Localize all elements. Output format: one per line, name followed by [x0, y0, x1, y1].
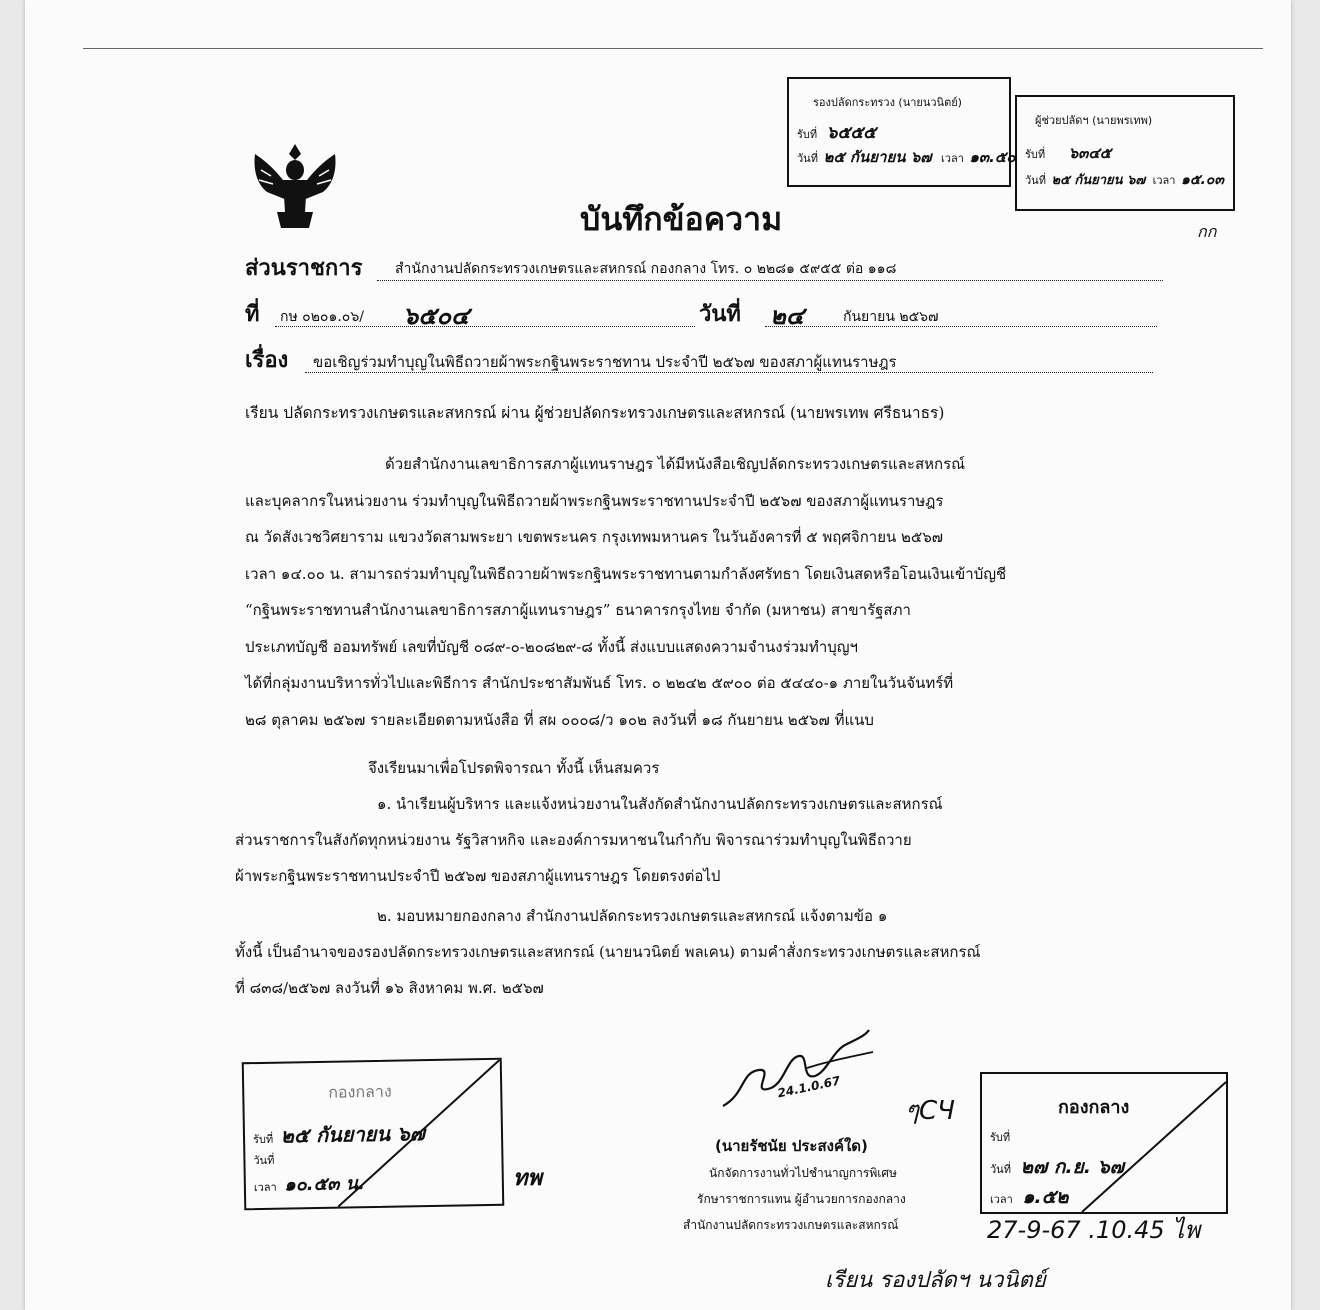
- paragraph-line: เวลา ๑๔.๐๐ น. สามารถร่วมทำบุญในพิธีถวายผ้าพระกฐินพระราชทานตามกำลังศรัทธา โดยเงินสดหรือโอนเงินเข้าบัญชี: [245, 564, 1007, 583]
- stamp-time-value: ๑๓.๕๐: [969, 148, 1016, 166]
- stamp-time-value: ๑๕.๐๓: [1180, 172, 1224, 188]
- receive-stamp-assistant: [1015, 95, 1235, 211]
- agency-label: ส่วนราชการ: [245, 255, 363, 281]
- stamp-side-mark: ทพ: [513, 1166, 543, 1191]
- stamp-title: ผู้ช่วยปลัดฯ (นายพรเทพ): [1035, 114, 1153, 127]
- stamp-date-row: [1025, 169, 1224, 191]
- stamp-time-value: ๑๐.๕๓ น.: [284, 1173, 366, 1196]
- stamp-date-label: วันที่: [990, 1163, 1011, 1176]
- stamp-recv-row: [253, 1117, 425, 1152]
- stamp-recv-value: ๒๕ กันยายน ๖๗: [280, 1121, 425, 1148]
- signature-date: 24.1.0.67: [776, 1073, 842, 1101]
- paragraph-line: ด้วยสำนักงานเลขาธิการสภาผู้แทนราษฎร ได้มีหนังสือเชิญปลัดกระทรวงเกษตรและสหกรณ์: [385, 455, 966, 473]
- doc-no-handwritten: ๖๕๐๔: [403, 302, 470, 330]
- signature-code: ๆCЧ: [905, 1096, 955, 1126]
- stamp-time-label: เวลา: [253, 1180, 277, 1195]
- item-line: ๒. มอบหมายกองกลาง สำนักงานปลัดกระทรวงเกษตรและสหกรณ์ แจ้งตามข้อ ๑: [377, 907, 888, 925]
- stamp-title: กองกลาง: [328, 1081, 392, 1102]
- receive-stamp-deputy: [787, 77, 1016, 187]
- paragraph-line: ณ วัดสังเวชวิศยาราม แขวงวัดสามพระยา เขตพระนคร กรุงเทพมหานคร ในวันอังคารที่ ๕ พฤศจิกายน ๒๕๖๗: [245, 528, 944, 546]
- date-underline: [765, 326, 1157, 327]
- signer-position-line: รักษาราชการแทน ผู้อำนวยการกองกลาง: [697, 1192, 906, 1206]
- date-month-year: กันยายน ๒๕๖๗: [843, 309, 939, 325]
- date-day: ๒๔: [770, 302, 804, 330]
- paragraph-line: “กฐินพระราชทานสำนักงานเลขาธิการสภาผู้แทนราษฎร” ธนาคารกรุงไทย จำกัด (มหาชน) สาขารัฐสภา: [245, 601, 911, 619]
- receive-stamp-central-right: [980, 1072, 1228, 1214]
- agency-text: สำนักงานปลัดกระทรวงเกษตรและสหกรณ์ กองกลาง โทร. ๐ ๒๒๘๑ ๕๙๕๕ ต่อ ๑๑๘: [395, 261, 897, 277]
- signature-scribble-icon: [715, 1022, 875, 1122]
- item-line: ที่ ๘๓๘/๒๕๖๗ ลงวันที่ ๑๖ สิงหาคม พ.ศ. ๒๕๖๗: [235, 979, 544, 997]
- item-line: ส่วนราชการในสังกัดทุกหน่วยงาน รัฐวิสาหกิจ และองค์การมหาชนในกำกับ พิจารณาร่วมทำบุญในพิธีถวาย: [235, 831, 912, 849]
- garuda-emblem-icon: [247, 140, 343, 232]
- subject-text: ขอเชิญร่วมทำบุญในพิธีถวายผ้าพระกฐินพระราชทาน ประจำปี ๒๕๖๗ ของสภาผู้แทนราษฎร: [313, 353, 897, 371]
- paragraph-line: ได้ที่กลุ่มงานบริหารทั่วไปและพิธีการ สำนักประชาสัมพันธ์ โทร. ๐ ๒๒๔๒ ๕๙๐๐ ต่อ ๕๔๔๐-๑ ภายในวันจันทร์ที่: [245, 674, 954, 692]
- stamp-recv-label: รับที่: [797, 128, 818, 141]
- stamp-time-value: ๑.๕๒: [1022, 1186, 1069, 1208]
- salutation: เรียน ปลัดกระทรวงเกษตรและสหกรณ์ ผ่าน ผู้ช่วยปลัดกระทรวงเกษตรและสหกรณ์ (นายพรเทพ ศรีธนาธร): [245, 404, 945, 422]
- stamp-date-row: [990, 1152, 1124, 1182]
- receive-stamp-central-left: [242, 1058, 505, 1211]
- stamp-recv-label: รับที่: [1025, 148, 1046, 161]
- stamp-date-label: วันที่: [797, 152, 818, 165]
- stamp-date-row: [253, 1148, 274, 1169]
- subject-label: เรื่อง: [245, 347, 289, 373]
- paragraph-2: จึงเรียนมาเพื่อโปรดพิจารณา ทั้งนี้ เห็นสมควร: [368, 759, 660, 777]
- stamp-date-value: ๒๕ กันยายน ๖๗: [823, 148, 932, 166]
- item-line: ๑. นำเรียนผู้บริหาร และแจ้งหน่วยงานในสังกัดสำนักงานปลัดกระทรวงเกษตรและสหกรณ์: [377, 795, 943, 813]
- stamp-date-row: [797, 145, 1015, 169]
- item-line: ผ้าพระกฐินพระราชทานประจำปี ๒๕๖๗ ของสภาผู้แทนราษฎร โดยตรงต่อไป: [235, 867, 721, 885]
- stamp-recv-row: [990, 1128, 1010, 1146]
- memo-page: [25, 0, 1291, 1310]
- stamp-date-label: วันที่: [1025, 174, 1046, 187]
- stamp-recv-label: รับที่: [252, 1132, 274, 1147]
- paragraph-1: [245, 446, 1155, 738]
- agency-underline: [377, 280, 1163, 281]
- signer-name: (นายรัชนัย ประสงค์ใด): [715, 1137, 868, 1155]
- stamp-time-label: เวลา: [1152, 174, 1176, 187]
- paragraph-line: และบุคลากรในหน่วยงาน ร่วมทำบุญในพิธีถวายผ้าพระกฐินพระราชทานประจำปี ๒๕๖๗ ของสภาผู้แทนราษฎร: [245, 491, 944, 510]
- stamp-recv-value: ๒๗ ก.ย. ๖๗: [1020, 1156, 1124, 1178]
- stamp-recv-label: รับที่: [990, 1131, 1011, 1144]
- signer-position-line: สำนักงานปลัดกระทรวงเกษตรและสหกรณ์: [683, 1218, 899, 1232]
- scan-top-edge: [83, 48, 1263, 49]
- stamp-time-row: [254, 1168, 365, 1199]
- stamp-date-value: ๒๕ กันยายน ๖๗: [1051, 173, 1146, 188]
- memo-title: บันทึกข้อความ: [580, 200, 783, 238]
- item-line: ทั้งนี้ เป็นอำนาจของรองปลัดกระทรวงเกษตรและสหกรณ์ (นายนวนิตย์ พลเคน) ตามคำสั่งกระทรวงเกษตรและสหกรณ์: [235, 943, 981, 961]
- stamp-time-label: เวลา: [941, 152, 964, 165]
- stamp-recv-row: [797, 119, 876, 146]
- stamp-title: กองกลาง: [1058, 1097, 1130, 1118]
- stamp-time-label: เวลา: [990, 1193, 1013, 1206]
- item-1: [235, 786, 1155, 894]
- doc-no-label: ที่: [245, 301, 260, 327]
- doc-no-text: กษ ๐๒๐๑.๐๖/: [280, 309, 364, 325]
- stamp-time-row: [990, 1182, 1069, 1212]
- stamp-recv-value: ๖๕๕๕: [826, 123, 877, 143]
- date-label: วันที่: [699, 301, 741, 327]
- stamp-recv-value: ๖๓๔๕: [1068, 144, 1112, 162]
- signer-position-line: นักจัดการงานทั่วไปชำนาญการพิเศษ: [709, 1166, 897, 1180]
- corner-mark: กก: [1197, 222, 1217, 241]
- handwritten-datetime: 27-9-67 .10.45 ไพ: [987, 1216, 1201, 1244]
- stamp-recv-row: [1025, 141, 1111, 165]
- paragraph-line: ๒๘ ตุลาคม ๒๕๖๗ รายละเอียดตามหนังสือ ที่ สผ ๐๐๐๘/ว ๑๐๒ ลงวันที่ ๑๘ กันยายน ๒๕๖๗ ที่แนบ: [245, 710, 874, 729]
- paragraph-line: ประเภทบัญชี ออมทรัพย์ เลขที่บัญชี ๐๘๙-๐-๒๐๘๒๙-๘ ทั้งนี้ ส่งแบบแสดงความจำนงร่วมทำบุญฯ: [245, 637, 858, 656]
- stamp-title: รองปลัดกระทรวง (นายนวนิตย์): [813, 96, 962, 109]
- item-2: [235, 898, 1155, 1006]
- handwritten-note: เรียน รองปลัดฯ นวนิตย์: [825, 1268, 1046, 1293]
- stamp-date-label: วันที่: [253, 1153, 275, 1168]
